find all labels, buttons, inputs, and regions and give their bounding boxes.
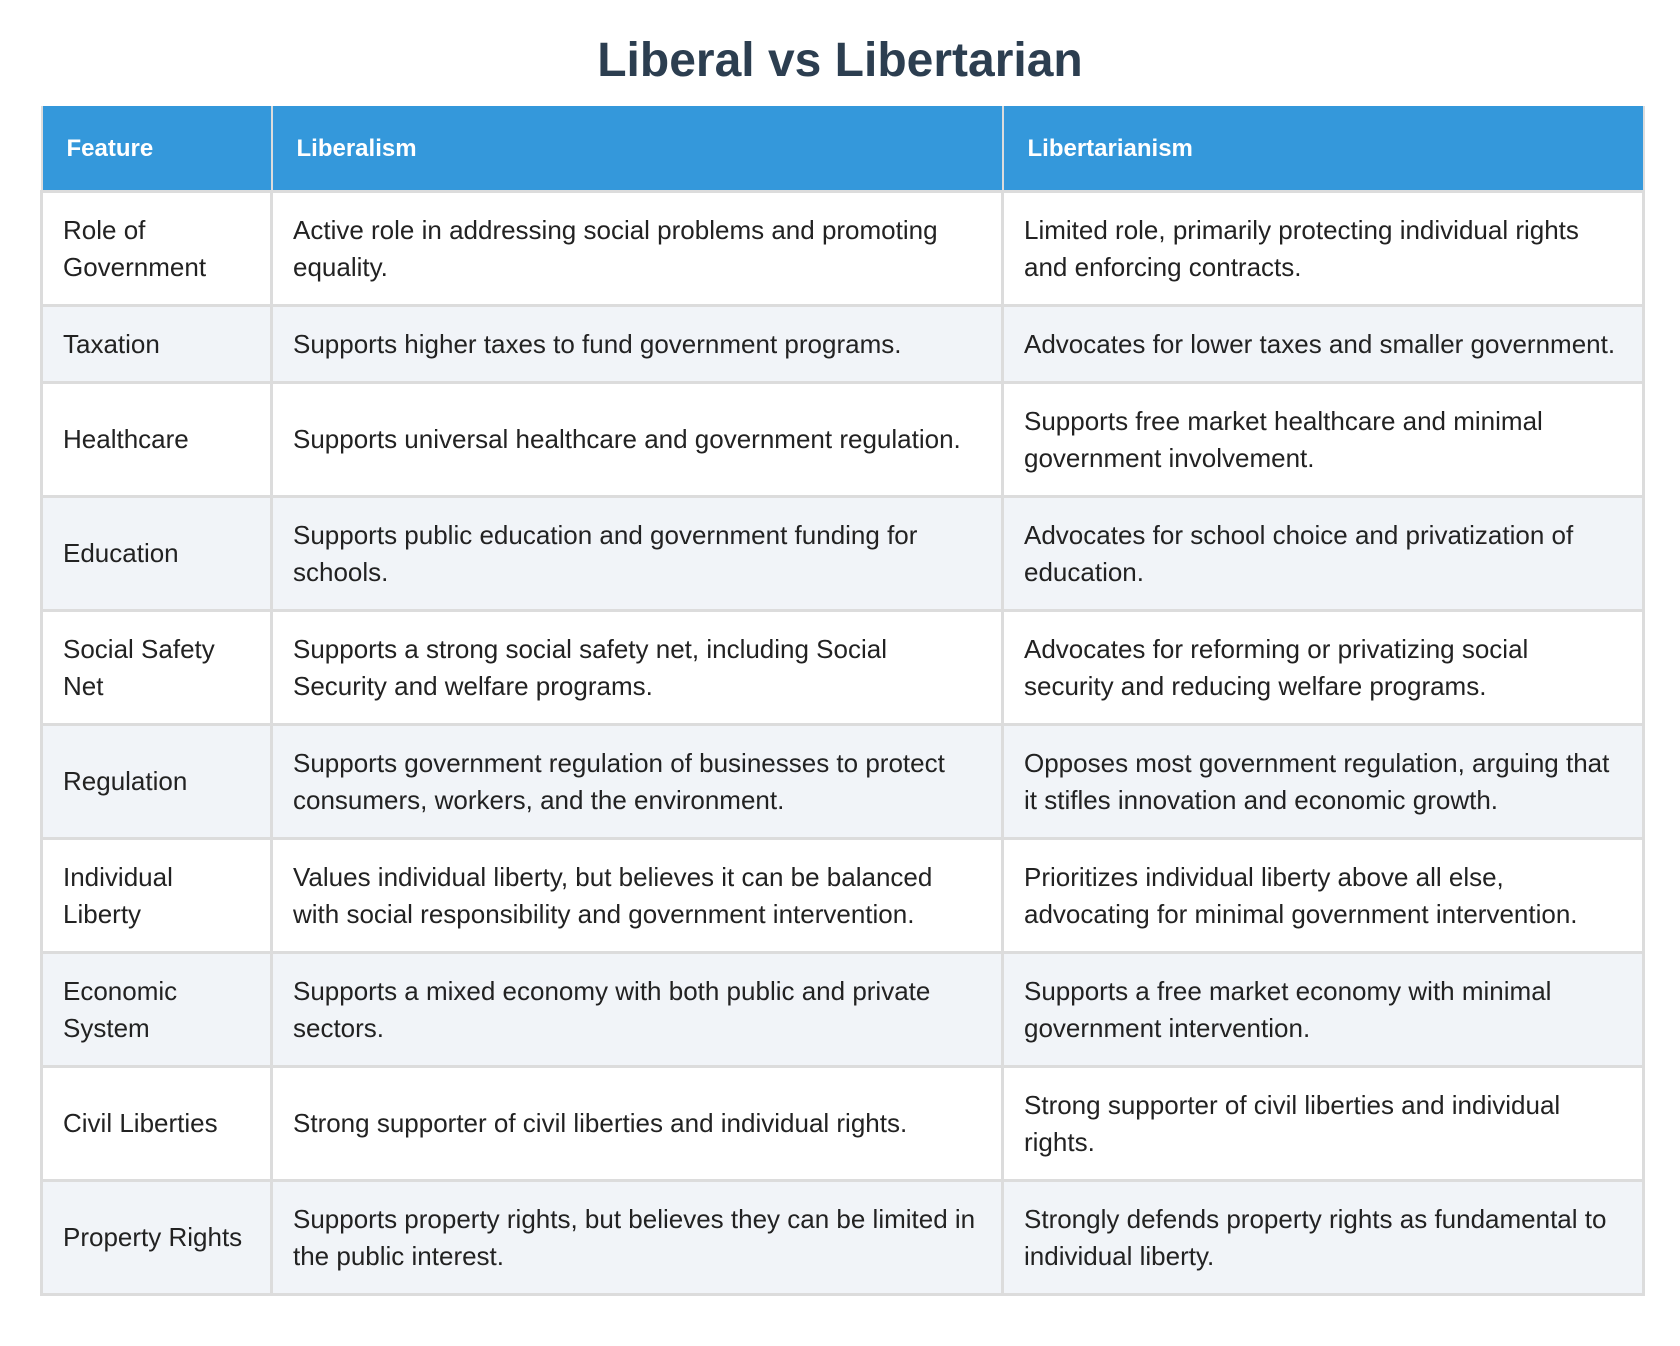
liberalism-cell: Values individual liberty, but believes it can be balanced with social responsibility and government intervention. (272, 839, 1003, 953)
liberalism-cell: Supports a strong social safety net, including Social Security and welfare programs. (272, 611, 1003, 725)
libertarianism-cell: Strong supporter of civil liberties and individual rights. (1003, 1067, 1644, 1181)
feature-cell: Regulation (42, 725, 272, 839)
comparison-table (40, 106, 1645, 1296)
column-header-libertarianism: Libertarianism (1003, 106, 1644, 192)
feature-cell: Economic System (42, 953, 272, 1067)
table-row (42, 839, 1644, 953)
header-row (42, 106, 1644, 192)
libertarianism-cell: Supports free market healthcare and minimal government involvement. (1003, 383, 1644, 497)
liberalism-cell: Supports universal healthcare and government regulation. (272, 383, 1003, 497)
table-row (42, 1181, 1644, 1295)
feature-cell: Social Safety Net (42, 611, 272, 725)
liberalism-cell: Supports higher taxes to fund government programs. (272, 306, 1003, 383)
liberalism-cell: Strong supporter of civil liberties and individual rights. (272, 1067, 1003, 1181)
libertarianism-cell: Advocates for lower taxes and smaller government. (1003, 306, 1644, 383)
feature-cell: Role of Government (42, 192, 272, 306)
table-body (42, 192, 1644, 1295)
page-title: Liberal vs Libertarian (597, 34, 1083, 87)
feature-cell: Civil Liberties (42, 1067, 272, 1181)
table-row (42, 306, 1644, 383)
column-header-feature: Feature (42, 106, 272, 192)
table-row (42, 953, 1644, 1067)
feature-cell: Individual Liberty (42, 839, 272, 953)
feature-cell: Education (42, 497, 272, 611)
libertarianism-cell: Advocates for reforming or privatizing social security and reducing welfare programs. (1003, 611, 1644, 725)
column-header-liberalism: Liberalism (272, 106, 1003, 192)
liberalism-cell: Supports property rights, but believes they can be limited in the public interest. (272, 1181, 1003, 1295)
table-row (42, 383, 1644, 497)
liberalism-cell: Supports government regulation of businesses to protect consumers, workers, and the environment. (272, 725, 1003, 839)
feature-cell: Healthcare (42, 383, 272, 497)
table-row (42, 725, 1644, 839)
feature-cell: Property Rights (42, 1181, 272, 1295)
liberalism-cell: Active role in addressing social problems and promoting equality. (272, 192, 1003, 306)
libertarianism-cell: Limited role, primarily protecting individual rights and enforcing contracts. (1003, 192, 1644, 306)
table-row (42, 611, 1644, 725)
table-row (42, 1067, 1644, 1181)
libertarianism-cell: Prioritizes individual liberty above all else, advocating for minimal government intervention. (1003, 839, 1644, 953)
liberalism-cell: Supports public education and government funding for schools. (272, 497, 1003, 611)
liberalism-cell: Supports a mixed economy with both public and private sectors. (272, 953, 1003, 1067)
libertarianism-cell: Advocates for school choice and privatization of education. (1003, 497, 1644, 611)
table-row (42, 497, 1644, 611)
libertarianism-cell: Supports a free market economy with minimal government intervention. (1003, 953, 1644, 1067)
libertarianism-cell: Strongly defends property rights as fundamental to individual liberty. (1003, 1181, 1644, 1295)
feature-cell: Taxation (42, 306, 272, 383)
table-header (42, 106, 1644, 192)
libertarianism-cell: Opposes most government regulation, arguing that it stifles innovation and economic growth. (1003, 725, 1644, 839)
table-row (42, 192, 1644, 306)
